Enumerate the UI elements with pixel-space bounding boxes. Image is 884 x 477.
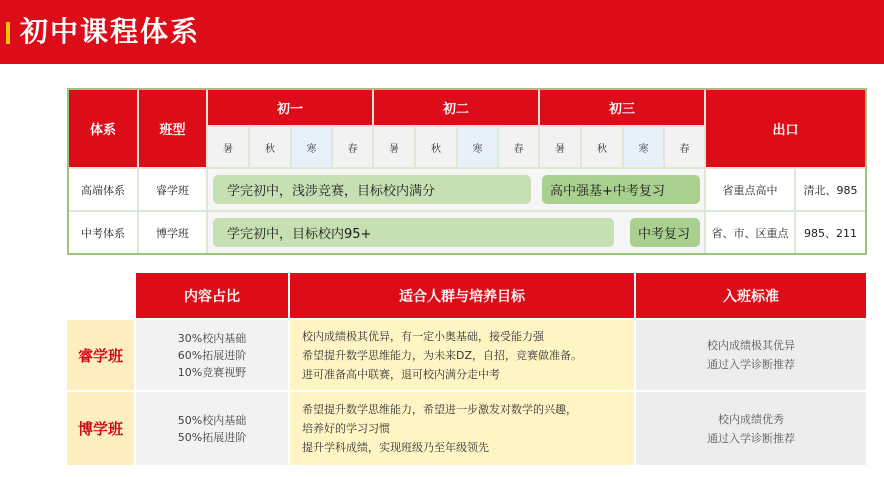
row1-target [290,320,634,390]
header-grade-2: 初二 [374,90,538,125]
page-title: 初中课程体系 [20,15,201,48]
row2-target [290,392,634,465]
season-cell: 寒 [458,127,497,167]
row2-system: 中考体系 [69,212,137,253]
content-line: 50%校内基础 [177,413,247,427]
row2-content-ratio [136,392,288,465]
row1-content-ratio [136,320,288,390]
header-target: 适合人群与培养目标 [290,273,634,318]
target-line: 希望提升数学思维能力，希望进一步激发对数学的兴趣， [302,403,577,416]
content-line: 60%拓展进阶 [177,348,247,362]
row1-standard [636,320,866,390]
header-grade-1: 初一 [208,90,372,125]
season-cell: 春 [499,127,538,167]
header-standard: 入班标准 [636,273,866,318]
row1-exit1: 省重点高中 [706,169,794,210]
row2-standard [636,392,866,465]
target-line: 培养好的学习习惯 [302,422,390,435]
season-cell: 秋 [582,127,622,167]
content-line: 30%校内基础 [177,331,247,345]
season-cell: 暑 [208,127,248,167]
season-cell: 暑 [540,127,580,167]
header-banner [0,0,884,64]
season-cell: 秋 [416,127,456,167]
target-line: 提升学科成绩，实现班级乃至年级领先 [302,441,489,454]
row2-exit2: 985、211 [796,212,865,253]
header-exit: 出口 [706,90,865,167]
target-line: 希望提升数学思维能力，为未来DZ，自招，竞赛做准备。 [302,348,583,362]
season-cell: 春 [665,127,704,167]
row1-bar-main: 学完初中，浅涉竞赛，目标校内满分 [213,175,531,204]
course-system-table [67,88,867,255]
row1-bar-final: 高中强基+中考复习 [542,175,700,204]
row1-system: 高端体系 [69,169,137,210]
standard-line: 校内成绩极其优异 [707,339,795,352]
header-class: 班型 [139,90,206,167]
season-cell: 暑 [374,127,414,167]
row1-exit2: 清北、985 [796,169,865,210]
target-line: 进可准备高中联赛，退可校内满分走中考 [302,367,500,381]
season-cell: 寒 [624,127,663,167]
row2-exit1: 省、市、区重点 [706,212,794,253]
standard-line: 通过入学诊断推荐 [707,358,795,371]
season-cell: 春 [333,127,372,167]
standard-line: 校内成绩优秀 [718,412,784,426]
season-cell: 秋 [250,127,290,167]
row2-class: 博学班 [139,212,206,253]
target-line: 校内成绩极其优异，有一定小奥基础，接受能力强 [302,329,544,343]
title-accent-bar [6,22,10,44]
row1-class-name: 睿学班 [67,320,134,390]
content-line: 10%竞赛视野 [177,365,247,379]
standard-line: 通过入学诊断推荐 [707,431,795,445]
row2-bar-final: 中考复习 [630,218,700,247]
season-cell: 寒 [292,127,331,167]
header-content-ratio: 内容占比 [136,273,288,318]
row2-bar-main: 学完初中，目标校内95+ [213,218,614,247]
row2-class-name: 博学班 [67,392,134,465]
content-line: 50%拓展进阶 [177,430,247,444]
header-grade-3: 初三 [540,90,704,125]
header-system: 体系 [69,90,137,167]
row1-class: 睿学班 [139,169,206,210]
